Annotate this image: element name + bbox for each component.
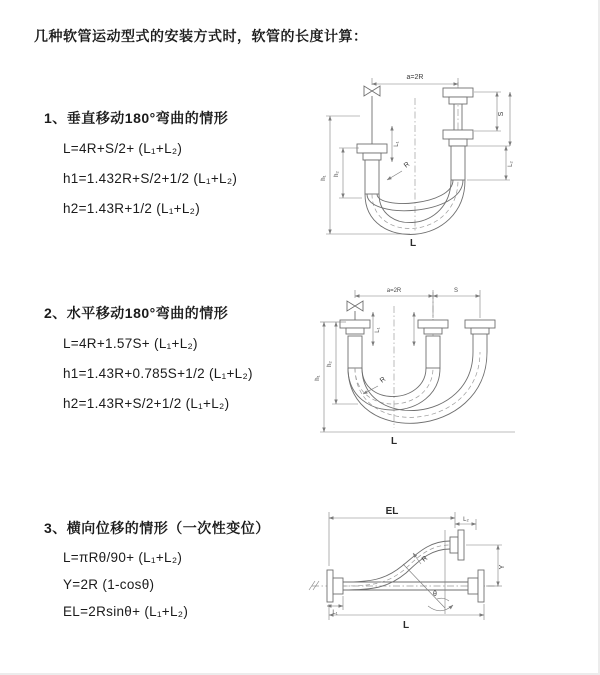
svg-text:S: S: [498, 111, 505, 117]
radius-label: [387, 161, 411, 180]
flange: [327, 570, 343, 602]
hose-fitting: [357, 144, 387, 194]
dimension-l2: [455, 517, 476, 530]
section-3-heading: 3、横向位移的情形（一次性变位）: [44, 520, 270, 536]
angle-theta: [403, 530, 453, 614]
formula-line: L=πRθ/90+ (L₁+L₂): [63, 550, 183, 565]
dimension-a2r: [372, 74, 458, 86]
svg-text:L: L: [402, 620, 410, 631]
svg-text:θ: θ: [433, 591, 437, 598]
svg-text:L₁: L₁: [394, 141, 400, 147]
formula-line: h2=1.43R+S/2+1/2 (L₁+L₂): [63, 396, 230, 411]
formula-line: L=4R+1.57S+ (L₁+L₂): [63, 336, 198, 351]
diagram-horizontal-180-bend: [310, 282, 600, 457]
hose-fitting: [340, 320, 370, 368]
svg-text:S: S: [453, 288, 459, 294]
section-3: [44, 518, 270, 625]
dimension-h2: [334, 148, 362, 198]
hose-fitting: [418, 320, 448, 368]
svg-text:h₁: h₁: [315, 375, 321, 381]
svg-text:a=2R: a=2R: [406, 74, 424, 81]
svg-text:Y: Y: [499, 564, 506, 570]
end-mark: [309, 581, 319, 590]
svg-text:R: R: [402, 160, 412, 170]
svg-text:EL: EL: [385, 506, 399, 517]
flange: [450, 530, 464, 560]
dimension-l: [326, 234, 416, 249]
valve-icon: [364, 86, 380, 144]
svg-text:R: R: [378, 375, 388, 385]
svg-text:h₁: h₁: [321, 175, 327, 181]
svg-text:h₂: h₂: [334, 171, 340, 177]
page-title: 几种软管运动型式的安装方式时，软管的长度计算：: [34, 28, 368, 44]
formula-line: EL=2Rsinθ+ (L₁+L₂): [63, 604, 189, 619]
dimension-l1: [392, 126, 400, 162]
valve-icon: [347, 301, 363, 320]
svg-text:L: L: [390, 436, 398, 447]
diagram-vertical-180-bend: [310, 68, 600, 263]
hose-fitting: [443, 88, 473, 180]
formula-line: L=4R+S/2+ (L₁+L₂): [63, 141, 183, 156]
svg-text:L₂: L₂: [508, 161, 514, 167]
dimension-l: [320, 432, 515, 447]
hose-curves: [348, 352, 487, 423]
svg-text:L: L: [409, 238, 417, 249]
hose-curves: [343, 541, 450, 590]
section-2: [44, 303, 253, 419]
dimension-s: [474, 92, 510, 146]
flange: [468, 570, 484, 602]
dimension-l1: [373, 312, 414, 346]
svg-text:R: R: [420, 554, 430, 564]
svg-text:a=2R: a=2R: [386, 288, 402, 294]
svg-text:L₁: L₁: [375, 327, 381, 333]
dimension-l: [329, 604, 484, 631]
dimension-a2r: [355, 288, 480, 318]
formula-line: h2=1.43R+1/2 (L₁+L₂): [63, 201, 201, 216]
hose-fitting: [465, 320, 495, 352]
diagram-lateral-displacement: [300, 500, 600, 645]
svg-text:L₂: L₂: [463, 517, 469, 523]
dimension-s: [433, 288, 480, 296]
dimension-h1: [315, 322, 332, 432]
section-2-heading: 2、水平移动180°弯曲的情形: [44, 305, 229, 321]
section-1-heading: 1、垂直移动180°弯曲的情形: [44, 110, 229, 126]
formula-line: Y=2R (1-cosθ): [63, 577, 155, 592]
dimension-l2: [467, 146, 514, 180]
formula-line: h1=1.432R+S/2+1/2 (L₁+L₂): [63, 171, 238, 186]
dimension-el: [329, 506, 455, 566]
svg-text:h₂: h₂: [327, 361, 333, 367]
formula-line: h1=1.43R+0.785S+1/2 (L₁+L₂): [63, 366, 253, 381]
section-1: [44, 108, 237, 224]
dimension-h1: [321, 116, 360, 234]
svg-text:L₁: L₁: [332, 610, 338, 616]
